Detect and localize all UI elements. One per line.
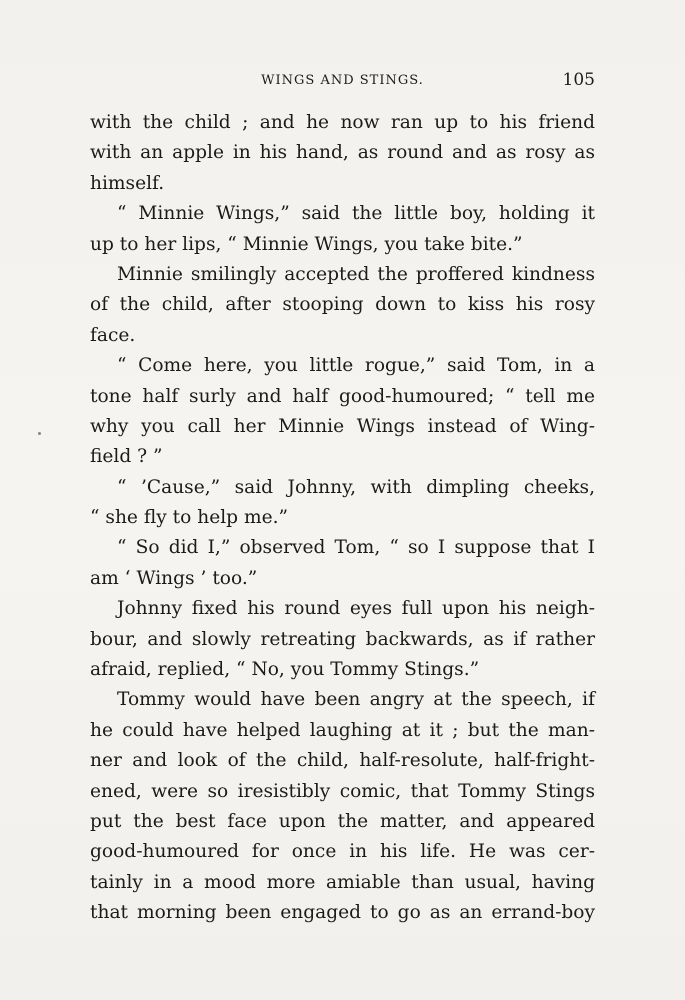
page-number: 105	[562, 70, 595, 90]
text-line: up to her lips, “ Minnie Wings, you take bite.”	[90, 233, 523, 255]
running-title: WINGS AND STINGS.	[261, 73, 424, 88]
text-line: ner and look of the child, half-resolute, half-fright-	[90, 750, 595, 772]
text-line: Johnny fixed his round eyes full upon his neigh-	[117, 598, 595, 620]
text-line: put the best face upon the matter, and appeared	[90, 810, 595, 832]
text-line: “ Come here, you little rogue,” said Tom, in a	[117, 355, 595, 377]
text-line: “ she fly to help me.”	[90, 507, 289, 529]
text-line: “ ’Cause,” said Johnny, with dimpling cheeks,	[117, 476, 595, 498]
text-line: tone half surly and half good-humoured; “ tell me	[90, 385, 595, 407]
text-line: he could have helped laughing at it ; but the man-	[90, 719, 595, 741]
text-line: with an apple in his hand, as round and as rosy as	[90, 142, 595, 164]
text-line: tainly in a mood more amiable than usual, having	[90, 871, 595, 893]
text-line: “ Minnie Wings,” said the little boy, holding it	[117, 203, 595, 225]
text-line: with the child ; and he now ran up to his friend	[90, 112, 595, 133]
text-line: Tommy would have been angry at the speech, if	[117, 689, 595, 711]
text-line: himself.	[90, 172, 165, 194]
text-line: bour, and slowly retreating backwards, as if rather	[90, 628, 595, 650]
text-line: field ? ”	[90, 446, 163, 468]
paper-speck	[38, 432, 41, 435]
text-line: Minnie smilingly accepted the proffered kindness	[117, 263, 595, 285]
body-text	[90, 108, 595, 929]
text-line: good-humoured for once in his life. He was cer-	[90, 841, 595, 863]
page-header	[90, 70, 595, 97]
text-line: afraid, replied, “ No, you Tommy Stings.”	[90, 659, 480, 681]
text-line: of the child, after stooping down to kiss his rosy	[90, 294, 595, 316]
text-line: why you call her Minnie Wings instead of Wing-	[90, 415, 595, 437]
text-line: that morning been engaged to go as an errand-boy	[90, 902, 595, 924]
text-line: “ So did I,” observed Tom, “ so I suppose that I	[117, 537, 595, 559]
text-line: am ‘ Wings ’ too.”	[90, 567, 258, 589]
text-line: face.	[90, 324, 136, 346]
text-line: ened, were so iresistibly comic, that Tommy Stings	[90, 780, 595, 802]
